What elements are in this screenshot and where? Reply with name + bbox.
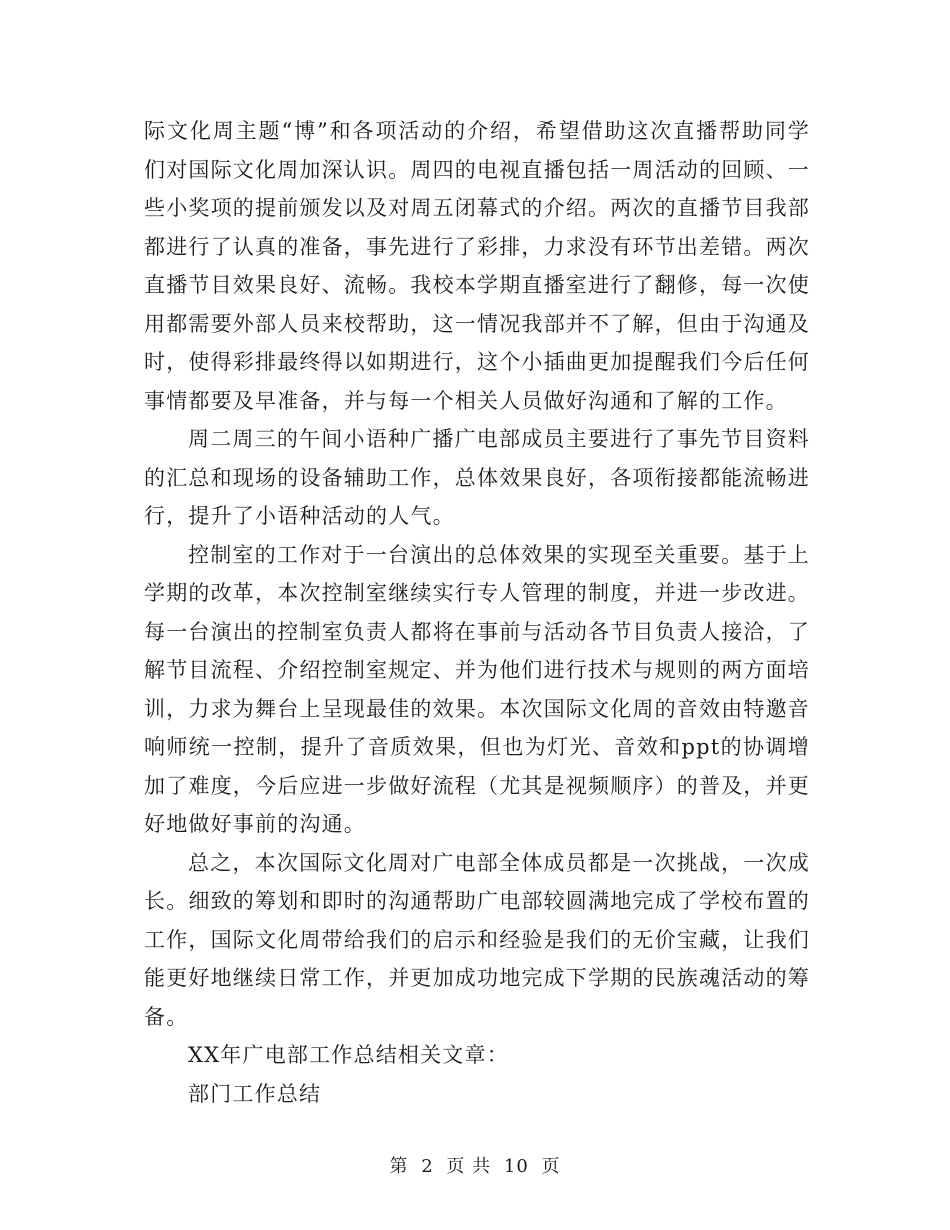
related-articles-heading: XX年广电部工作总结相关文章： [188,1043,509,1067]
footer-total-pages: 10 [503,1156,529,1177]
paragraph-radio-broadcast: 周二周三的午间小语种广播广电部成员主要进行了事先节目资料的汇总和现场的设备辅助工作，总体效果良好，各项衔接都能流畅进行，提升了小语种活动的人气。 [144,427,810,528]
document-body [144,112,810,1113]
footer-prefix: 第 [389,1156,409,1177]
footer-middle: 页 共 [446,1156,492,1177]
footer-suffix: 页 [541,1156,561,1177]
related-article-link[interactable]: 部门工作总结 [188,1081,322,1106]
paragraph-continuation: 际文化周主题“博”和各项活动的介绍，希望借助这次直播帮助同学们对国际文化周加深认识。周四的电视直播包括一周活动的回顾、一些小奖项的提前颁发以及对周五闭幕式的介绍。两次的直播节目我部都进行了认真的准备，事先进行了彩排，力求没有环节出差错。两次直播节目效果良好、流畅。我校本学期直播室进行了翻修，每一次使用都需要外部人员来校帮助，这一情况我部并不了解，但由于沟通及时，使得彩排最终得以如期进行，这个小插曲更加提醒我们今后任何事情都要及早准备，并与每一个相关人员做好沟通和了解的工作。 [144,119,810,413]
paragraph-control-room: 控制室的工作对于一台演出的总体效果的实现至关重要。基于上学期的改革，本次控制室继续实行专人管理的制度，并进一步改进。每一台演出的控制室负责人都将在事前与活动各节目负责人接洽，了解节目流程、介绍控制室规定、并为他们进行技术与规则的两方面培训，力求为舞台上呈现最佳的效果。本次国际文化周的音效由特邀音响师统一控制，提升了音质效果，但也为灯光、音效和ppt的协调增加了难度，今后应进一步做好流程（尤其是视频顺序）的普及，并更好地做好事前的沟通。 [144,542,810,836]
page-footer [0,1152,950,1178]
paragraph-summary: 总之，本次国际文化周对广电部全体成员都是一次挑战，一次成长。细致的筹划和即时的沟通帮助广电部较圆满地完成了学校布置的工作，国际文化周带给我们的启示和经验是我们的无价宝藏，让我们能更好地继续日常工作，并更加成功地完成下学期的民族魂活动的筹备。 [144,850,810,1029]
footer-page-number: 2 [421,1156,434,1177]
